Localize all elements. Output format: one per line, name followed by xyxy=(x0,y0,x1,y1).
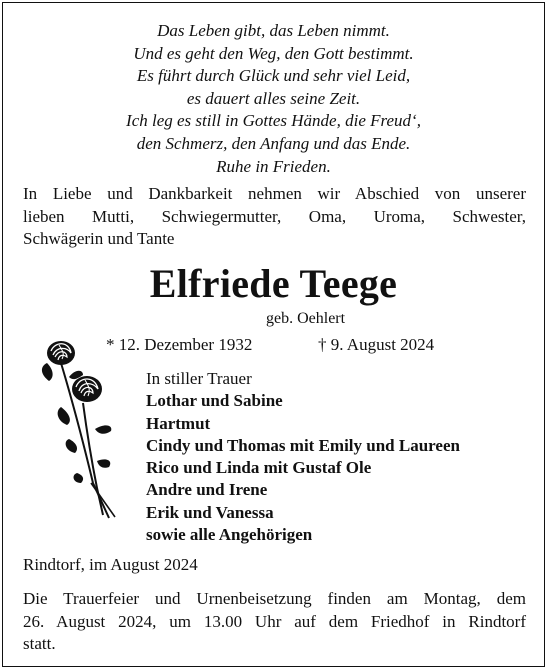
roses-icon xyxy=(31,333,121,523)
poem-line: Das Leben gibt, das Leben nimmt. xyxy=(157,21,390,40)
deceased-name: Elfriede Teege xyxy=(149,261,398,306)
mourner-name: Lothar und Sabine xyxy=(146,391,283,411)
mourners-list xyxy=(146,368,460,546)
intro-text xyxy=(23,183,526,251)
poem xyxy=(3,20,544,178)
birth-date: * 12. Dezember 1932 xyxy=(106,335,253,354)
poem-line: den Schmerz, den Anfang und das Ende. xyxy=(136,133,411,153)
poem-line: es dauert alles seine Zeit. xyxy=(186,88,361,108)
intro-line: In Liebe und Dankbarkeit nehmen wir Abschied von unserer xyxy=(23,184,526,203)
mourner-name: Andre und Irene xyxy=(146,480,268,500)
mourner-name: Rico und Linda mit Gustaf Ole xyxy=(146,458,372,478)
obituary-notice xyxy=(2,2,545,667)
intro-line: Schwägerin und Tante xyxy=(23,229,175,249)
mourner-name: Hartmut xyxy=(146,413,211,433)
funeral-line: Die Trauerfeier und Urnenbeisetzung finden am Montag, dem xyxy=(23,589,526,608)
maiden-name: geb. Oehlert xyxy=(266,310,346,327)
funeral-line: statt. xyxy=(23,634,56,654)
funeral-details xyxy=(23,588,526,656)
poem-line: Ruhe in Frieden. xyxy=(216,156,331,176)
funeral-line: 26. August 2024, um 13.00 Uhr auf dem Friedhof in Rindtorf xyxy=(23,611,526,631)
death-date: † 9. August 2024 xyxy=(318,335,435,354)
mourner-name: sowie alle Angehörigen xyxy=(146,525,313,545)
intro-line: lieben Mutti, Schwiegermutter, Oma, Uroma, Schwester, xyxy=(23,206,526,226)
mourner-name: Cindy und Thomas mit Emily und Laureen xyxy=(146,435,460,455)
place-date: Rindtorf, im August 2024 xyxy=(23,555,198,574)
poem-line: Es führt durch Glück und sehr viel Leid, xyxy=(136,66,411,86)
poem-line: Und es geht den Weg, den Gott bestimmt. xyxy=(133,43,414,63)
mourners-lead: In stiller Trauer xyxy=(146,369,252,388)
poem-line: Ich leg es still in Gottes Hände, die Freud‘, xyxy=(126,111,421,131)
mourner-name: Erik und Vanessa xyxy=(146,502,274,522)
